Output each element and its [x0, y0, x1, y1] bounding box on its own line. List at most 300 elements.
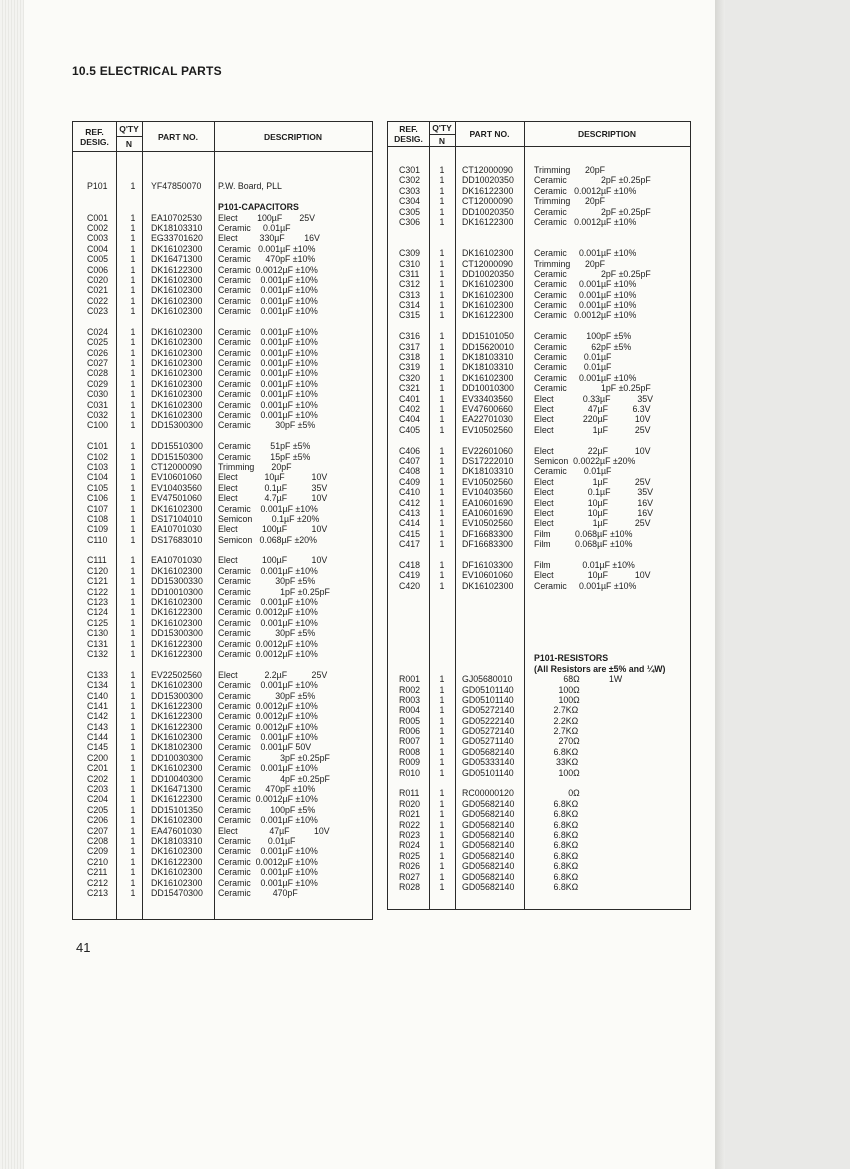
- ref-desig-cell: C030: [87, 389, 109, 400]
- qty-cell: 1: [130, 773, 136, 784]
- table-row: [388, 456, 690, 466]
- ref-desig-cell: C130: [87, 628, 109, 639]
- part-no-cell: EV10403560: [151, 482, 202, 493]
- qty-cell: 1: [130, 472, 136, 483]
- ref-desig-cell: C124: [87, 607, 109, 618]
- table-row: [388, 425, 690, 435]
- part-no-cell: DK16122300: [151, 856, 203, 867]
- table-row: [388, 290, 690, 300]
- qty-cell: 1: [439, 310, 445, 321]
- part-no-cell: DD15101350: [151, 804, 203, 815]
- qty-cell: 1: [130, 493, 136, 504]
- part-no-cell: GD05682140: [462, 809, 515, 820]
- part-no-cell: GD05682140: [462, 840, 515, 851]
- ref-desig-cell: R028: [399, 881, 421, 892]
- qty-cell: 1: [439, 715, 445, 726]
- table-row: [388, 508, 690, 518]
- ref-desig-cell: C143: [87, 721, 109, 732]
- table-row: [388, 362, 690, 372]
- description-cell: Ceramic 100pF ±5%: [534, 331, 632, 342]
- qty-cell: 1: [439, 559, 445, 570]
- part-no-cell: DK16122300: [151, 794, 203, 805]
- qty-cell: 1: [439, 341, 445, 352]
- qty-cell: 1: [130, 680, 136, 691]
- description-cell: Elect 100µF 10V: [218, 555, 328, 566]
- description-cell: Elect 10µF 16V: [534, 507, 653, 518]
- part-no-cell: DD10010300: [151, 586, 203, 597]
- description-cell: Elect 100µF 25V: [218, 212, 315, 223]
- part-no-cell: DF16103300: [462, 559, 513, 570]
- table-row: [388, 674, 690, 684]
- description-cell: Ceramic 0.001µF ±10%: [218, 565, 318, 576]
- table-row: [73, 265, 372, 275]
- table-row: [388, 560, 690, 570]
- qty-cell: 1: [439, 372, 445, 383]
- table-row: [388, 342, 690, 352]
- description-cell: Ceramic 470pF ±10%: [218, 254, 316, 265]
- qty-cell: 1: [130, 368, 136, 379]
- description-cell: Ceramic 0.001µF ±10%: [534, 580, 637, 591]
- table-row: [388, 695, 690, 705]
- qty-cell: 1: [439, 861, 445, 872]
- part-no-cell: DK16102300: [151, 877, 203, 888]
- part-no-cell: DK16102300: [462, 248, 514, 259]
- table-row: [388, 830, 690, 840]
- qty-cell: 1: [130, 597, 136, 608]
- ref-desig-cell: C100: [87, 420, 109, 431]
- parts-table-left-body: [73, 152, 372, 919]
- table-row: [388, 279, 690, 289]
- description-cell: Ceramic 0.001µF ±10%: [218, 503, 318, 514]
- qty-cell: 1: [130, 451, 136, 462]
- qty-cell: 1: [439, 185, 445, 196]
- ref-desig-cell: C031: [87, 399, 109, 410]
- qty-cell: 1: [130, 326, 136, 337]
- description-cell: Ceramic 0.001µF ±10%: [218, 389, 318, 400]
- table-row: [73, 358, 372, 368]
- description-cell: Ceramic 0.0012µF ±10%: [218, 607, 318, 618]
- qty-cell: 1: [130, 628, 136, 639]
- qty-cell: 1: [439, 694, 445, 705]
- table-row: [73, 244, 372, 254]
- header-qty: Q'TY: [119, 124, 139, 134]
- part-no-cell: GD05682140: [462, 830, 515, 840]
- table-row: [73, 462, 372, 472]
- table-row: [73, 452, 372, 462]
- ref-desig-cell: C132: [87, 648, 109, 659]
- table-row: [73, 337, 372, 347]
- description-cell: 6.8KΩ: [534, 881, 579, 892]
- table-row: [388, 840, 690, 850]
- ref-desig-cell: C413: [399, 507, 421, 518]
- part-no-cell: GD05272140: [462, 726, 515, 737]
- ref-desig-cell: C200: [87, 752, 109, 763]
- table-row: [73, 763, 372, 773]
- description-cell: Ceramic 0.0012µF ±10%: [534, 185, 637, 196]
- description-cell: Ceramic 0.001µF ±10%: [218, 877, 318, 888]
- part-no-cell: DK16122300: [151, 721, 203, 732]
- qty-cell: 1: [439, 206, 445, 217]
- part-no-cell: YF47850070: [151, 181, 202, 192]
- description-cell: 6.8KΩ: [534, 798, 579, 809]
- table-row: [73, 607, 372, 617]
- qty-cell: 1: [439, 518, 445, 529]
- description-cell: 6.8KΩ: [534, 830, 579, 840]
- part-no-cell: DK18103310: [151, 836, 203, 846]
- part-no-cell: DK16102300: [151, 597, 203, 608]
- table-row: [73, 483, 372, 493]
- part-no-cell: EA10702530: [151, 212, 202, 223]
- ref-desig-cell: C309: [399, 248, 421, 259]
- part-no-cell: DK16122300: [151, 607, 203, 618]
- table-row: [73, 701, 372, 711]
- ref-desig-cell: R023: [399, 830, 421, 840]
- part-no-cell: DK16122300: [151, 638, 203, 649]
- description-cell: Ceramic 0.001µF ±10%: [218, 243, 316, 254]
- description-cell: Ceramic 0.01µF: [534, 352, 612, 363]
- description-cell: Ceramic 4pF ±0.25pF: [218, 773, 330, 784]
- description-cell: Ceramic 2pF ±0.25pF: [534, 268, 651, 279]
- row-spacer: [388, 435, 690, 445]
- description-cell: Elect 220µF 10V: [534, 414, 651, 425]
- table-row: [73, 732, 372, 742]
- table-row: [73, 805, 372, 815]
- qty-cell: 1: [130, 565, 136, 576]
- table-row: [388, 882, 690, 892]
- part-no-cell: DS17683010: [151, 534, 203, 545]
- description-cell: 100Ω: [534, 767, 580, 778]
- description-cell: Ceramic 0.001µF ±10%: [218, 358, 318, 369]
- description-cell: Semicon 0.0022µF ±20%: [534, 455, 636, 466]
- description-cell: Elect 0.1µF 35V: [218, 482, 328, 493]
- qty-cell: 1: [439, 279, 445, 290]
- table-row: [388, 217, 690, 227]
- description-cell: Elect 47µF 10V: [218, 825, 330, 836]
- description-cell: Ceramic 0.0012µF ±10%: [218, 638, 318, 649]
- ref-desig-cell: C203: [87, 784, 109, 795]
- qty-cell: 1: [130, 347, 136, 358]
- part-no-cell: CT12000090: [462, 165, 513, 175]
- ref-desig-cell: C028: [87, 368, 109, 379]
- part-no-cell: GD05682140: [462, 871, 515, 882]
- ref-desig-cell: C418: [399, 559, 421, 570]
- qty-cell: 1: [130, 794, 136, 805]
- qty-cell: 1: [439, 175, 445, 186]
- part-no-cell: DK16102300: [151, 285, 203, 296]
- table-row: [388, 799, 690, 809]
- qty-cell: 1: [130, 846, 136, 857]
- table-row: [73, 711, 372, 721]
- qty-cell: 1: [130, 420, 136, 431]
- qty-cell: 1: [439, 455, 445, 466]
- qty-cell: 1: [439, 809, 445, 820]
- row-spacer: [73, 545, 372, 555]
- table-row: [388, 757, 690, 767]
- part-no-cell: DK16122300: [462, 216, 514, 227]
- qty-cell: 1: [439, 424, 445, 435]
- description-cell: Ceramic 0.0012µF ±10%: [218, 648, 318, 659]
- table-row: [73, 753, 372, 763]
- ref-desig-cell: C202: [87, 773, 109, 784]
- part-no-cell: DK16102300: [462, 300, 514, 311]
- qty-cell: 1: [130, 524, 136, 535]
- ref-desig-cell: C123: [87, 597, 109, 608]
- part-no-cell: GD05682140: [462, 850, 515, 861]
- table-row: [388, 331, 690, 341]
- row-spacer: [388, 612, 690, 622]
- part-no-cell: DK16122300: [151, 648, 203, 659]
- parts-table-right: [387, 121, 691, 910]
- ref-desig-cell: C023: [87, 306, 109, 317]
- group-heading: [388, 664, 690, 674]
- qty-cell: 1: [439, 674, 445, 685]
- ref-desig-cell: C210: [87, 856, 109, 867]
- parts-table-right-body: [388, 147, 690, 909]
- part-no-cell: DK16102300: [462, 580, 514, 591]
- table-row: [73, 566, 372, 576]
- description-cell: 270Ω: [534, 736, 580, 747]
- table-row: [73, 846, 372, 856]
- qty-cell: 1: [439, 362, 445, 373]
- table-row: [73, 680, 372, 690]
- description-cell: Ceramic 0.001µF ±10%: [218, 815, 318, 826]
- ref-desig-cell: C208: [87, 836, 109, 846]
- qty-cell: 1: [130, 690, 136, 701]
- table-row: [388, 539, 690, 549]
- qty-cell: 1: [130, 836, 136, 846]
- header-qty-sub: N: [438, 135, 446, 146]
- description-cell: Ceramic 30pF ±5%: [218, 420, 316, 431]
- description-cell: Ceramic 0.001µF ±10%: [218, 368, 318, 379]
- ref-desig-cell: P101: [87, 181, 108, 192]
- ref-desig-cell: C144: [87, 732, 109, 743]
- ref-desig-cell: C024: [87, 326, 109, 337]
- part-no-cell: EV47501060: [151, 493, 202, 504]
- table-row: [388, 685, 690, 695]
- ref-desig-cell: R026: [399, 861, 421, 872]
- table-row: [388, 269, 690, 279]
- part-no-cell: DD10020350: [462, 268, 514, 279]
- table-row: [73, 826, 372, 836]
- ref-desig-cell: R010: [399, 767, 421, 778]
- qty-cell: 1: [439, 850, 445, 861]
- ref-desig-cell: C212: [87, 877, 109, 888]
- table-row: [73, 285, 372, 295]
- qty-cell: 1: [130, 576, 136, 587]
- ref-desig-cell: C131: [87, 638, 109, 649]
- ref-desig-cell: C206: [87, 815, 109, 826]
- ref-desig-cell: C145: [87, 742, 109, 753]
- description-cell: 2.7KΩ: [534, 726, 579, 737]
- description-cell: 100Ω: [534, 694, 580, 705]
- part-no-cell: DK18103310: [151, 222, 203, 233]
- ref-desig-cell: C133: [87, 669, 109, 680]
- part-no-cell: DK16102300: [151, 867, 203, 878]
- page-binding-shadow: [715, 0, 725, 1169]
- ref-desig-cell: R005: [399, 715, 421, 726]
- qty-cell: 1: [130, 648, 136, 659]
- table-row: [388, 259, 690, 269]
- qty-cell: 1: [130, 711, 136, 722]
- qty-cell: 1: [130, 700, 136, 711]
- description-cell: Ceramic 0.0012µF ±10%: [534, 310, 637, 321]
- part-no-cell: DD10010300: [462, 383, 514, 394]
- ref-desig-cell: C417: [399, 539, 421, 550]
- ref-desig-cell: C021: [87, 285, 109, 296]
- qty-cell: 1: [439, 788, 445, 799]
- table-row: [388, 196, 690, 206]
- row-spacer: [388, 622, 690, 632]
- qty-cell: 1: [439, 476, 445, 487]
- description-cell: Ceramic 0.01µF: [218, 836, 296, 846]
- part-no-cell: DK16102300: [151, 732, 203, 743]
- ref-desig-cell: C301: [399, 165, 421, 175]
- table-row: [388, 373, 690, 383]
- table-row: [73, 514, 372, 524]
- section-title: 10.5 ELECTRICAL PARTS: [72, 64, 222, 78]
- part-no-cell: DK18103310: [462, 466, 514, 477]
- part-no-cell: EA10601690: [462, 507, 513, 518]
- part-no-cell: DK16102300: [151, 389, 203, 400]
- description-cell: Ceramic 0.001µF ±10%: [218, 732, 318, 743]
- qty-cell: 1: [439, 393, 445, 404]
- part-no-cell: DK16122300: [462, 185, 514, 196]
- part-no-cell: GD05682140: [462, 861, 515, 872]
- ref-desig-cell: R002: [399, 684, 421, 695]
- table-row: [73, 306, 372, 316]
- part-no-cell: GD05101140: [462, 684, 514, 695]
- part-no-cell: DK16102300: [151, 763, 203, 774]
- table-row: [73, 233, 372, 243]
- ref-desig-cell: C304: [399, 196, 421, 207]
- qty-cell: 1: [439, 487, 445, 498]
- ref-desig-cell: R024: [399, 840, 421, 851]
- description-cell: Ceramic 2pF ±0.25pF: [534, 206, 651, 217]
- part-no-cell: DD15510300: [151, 441, 203, 452]
- description-cell: Elect 1µF 25V: [534, 476, 651, 487]
- description-cell: Ceramic 100pF ±5%: [218, 804, 316, 815]
- description-cell: Elect 10µF 16V: [534, 497, 653, 508]
- part-no-cell: EV10403560: [462, 487, 513, 498]
- description-cell: Ceramic 2pF ±0.25pF: [534, 175, 651, 186]
- qty-cell: 1: [439, 248, 445, 259]
- qty-cell: 1: [439, 830, 445, 840]
- ref-desig-cell: C207: [87, 825, 109, 836]
- ref-desig-cell: C020: [87, 274, 109, 285]
- part-no-cell: GD05222140: [462, 715, 515, 726]
- ref-desig-cell: C410: [399, 487, 421, 498]
- ref-desig-cell: C002: [87, 222, 109, 233]
- description-cell: 68Ω 1W: [534, 674, 623, 685]
- part-no-cell: DK18103310: [462, 352, 514, 363]
- ref-desig-cell: C201: [87, 763, 109, 774]
- table-row: [73, 628, 372, 638]
- part-no-cell: DD15101050: [462, 331, 514, 342]
- ref-desig-cell: C029: [87, 378, 109, 389]
- ref-desig-cell: C122: [87, 586, 109, 597]
- ref-desig-cell: C320: [399, 372, 421, 383]
- description-cell: Ceramic 1pF ±0.25pF: [534, 383, 651, 394]
- ref-desig-cell: C310: [399, 258, 421, 269]
- table-row: [388, 352, 690, 362]
- table-row: [388, 570, 690, 580]
- description-cell: Elect 10µF 10V: [534, 570, 651, 581]
- page-number: 41: [76, 940, 91, 955]
- ref-desig-cell: C209: [87, 846, 109, 857]
- description-cell: Ceramic 0.001µF ±10%: [218, 399, 318, 410]
- part-no-cell: DK16122300: [151, 264, 203, 275]
- table-row: [73, 535, 372, 545]
- qty-cell: 1: [439, 570, 445, 581]
- description-cell: 6.8KΩ: [534, 861, 579, 872]
- description-cell: Ceramic 470pF ±10%: [218, 784, 316, 795]
- table-row: [73, 888, 372, 898]
- part-no-cell: GD05682140: [462, 881, 515, 892]
- part-no-cell: DK16102300: [151, 378, 203, 389]
- description-cell: 2.2KΩ: [534, 715, 579, 726]
- qty-cell: 1: [130, 461, 136, 472]
- part-no-cell: DK18102300: [151, 742, 203, 753]
- table-row: [388, 248, 690, 258]
- qty-cell: 1: [130, 389, 136, 400]
- part-no-cell: DK16102300: [151, 306, 203, 317]
- part-no-cell: DK16102300: [151, 368, 203, 379]
- description-cell: Ceramic 15pF ±5%: [218, 451, 311, 462]
- description-cell: Ceramic 0.001µF ±10%: [534, 248, 637, 259]
- description-cell: P101-RESISTORS: [534, 653, 609, 664]
- qty-cell: 1: [130, 181, 136, 192]
- description-cell: Elect 0.1µF 35V: [534, 487, 653, 498]
- part-no-cell: DK16102300: [151, 565, 203, 576]
- table-row: [73, 441, 372, 451]
- part-no-cell: DS17222010: [462, 455, 514, 466]
- part-no-cell: EA10701030: [151, 524, 202, 535]
- part-no-cell: EV10601060: [462, 570, 513, 581]
- description-cell: Ceramic 0.0012µF ±10%: [218, 721, 318, 732]
- ref-desig-cell: C111: [87, 555, 107, 566]
- part-no-cell: DK16102300: [151, 680, 203, 691]
- description-cell: P101-CAPACITORS: [218, 202, 299, 213]
- ref-desig-cell: C001: [87, 212, 109, 223]
- ref-desig-cell: C412: [399, 497, 421, 508]
- description-cell: Ceramic 0.01µF: [218, 222, 291, 233]
- ref-desig-cell: C032: [87, 409, 109, 420]
- table-row: [388, 466, 690, 476]
- qty-cell: 1: [439, 736, 445, 747]
- header-description: DESCRIPTION: [263, 131, 323, 142]
- ref-desig-cell: C409: [399, 476, 421, 487]
- ref-desig-cell: R011: [399, 788, 420, 799]
- qty-cell: 1: [130, 337, 136, 348]
- part-no-cell: DK16102300: [462, 289, 514, 300]
- qty-cell: 1: [130, 233, 136, 244]
- table-row: [388, 861, 690, 871]
- description-cell: Film 0.068µF ±10%: [534, 528, 633, 539]
- qty-cell: 1: [439, 289, 445, 300]
- part-no-cell: GD05682140: [462, 746, 515, 757]
- part-no-cell: DK16122300: [151, 711, 203, 722]
- part-no-cell: DK16102300: [151, 337, 203, 348]
- table-row: [388, 518, 690, 528]
- ref-desig-cell: R025: [399, 850, 421, 861]
- row-spacer: [73, 659, 372, 669]
- description-cell: Ceramic 0.001µF ±10%: [218, 617, 318, 628]
- part-no-cell: GD05272140: [462, 705, 515, 716]
- qty-cell: 1: [130, 212, 136, 223]
- table-row: [388, 726, 690, 736]
- qty-cell: 1: [439, 798, 445, 809]
- description-cell: Ceramic 62pF ±5%: [534, 341, 632, 352]
